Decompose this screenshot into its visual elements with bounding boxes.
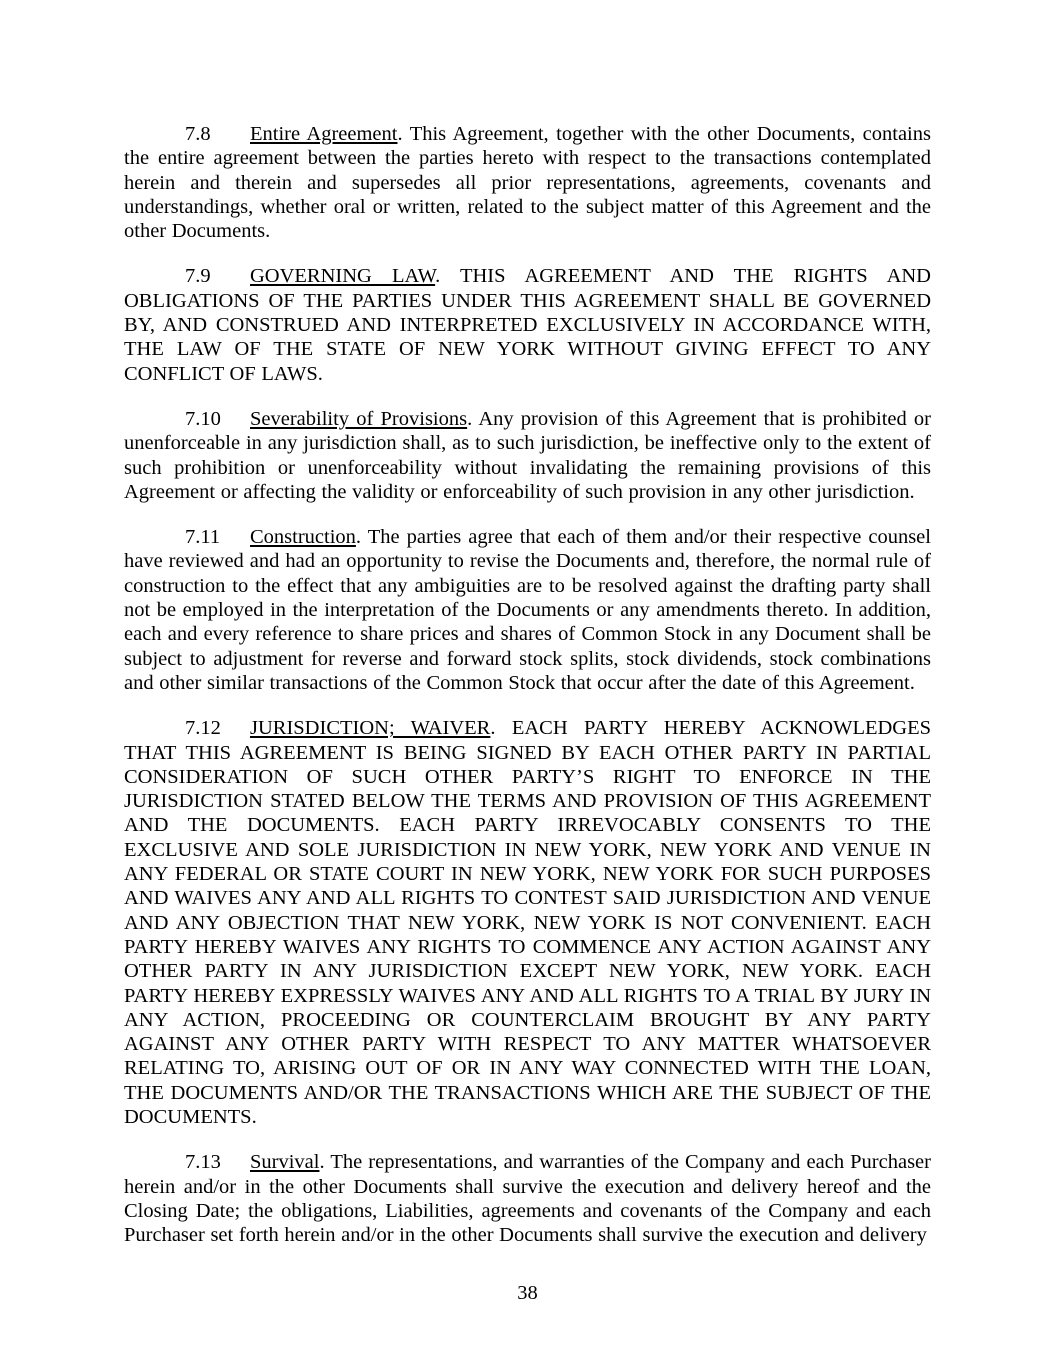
section-heading: Survival (250, 1151, 320, 1174)
section-body: EACH PARTY HEREBY ACKNOWLEDGES THAT THIS AGREEMENT IS BEING SIGNED BY EACH OTHER PARTY IN PARTIAL CONSIDERATION OF SUCH OTHER PARTY’S RIGHT TO ENFORCE IN THE JURISDICTION STATED BELOW THE TERMS AND PROVISION OF THIS AGREEMENT AND THE DOCUMENTS. EACH PARTY IRREVOCABLY CONSENTS TO THE EXCLUSIVE AND SOLE JURISDICTION IN NEW YORK, NEW YORK AND VENUE IN ANY FEDERAL OR STATE COURT IN NEW YORK, NEW YORK FOR SUCH PURPOSES AND WAIVES ANY AND ALL RIGHTS TO CONTEST SAID JURISDICTION AND VENUE AND ANY OBJECTION THAT NEW YORK, NEW YORK IS NOT CONVENIENT. EACH PARTY HEREBY WAIVES ANY RIGHTS TO COMMENCE ANY ACTION AGAINST ANY OTHER PARTY IN ANY JURISDICTION EXCEPT NEW YORK, NEW YORK. EACH PARTY HEREBY EXPRESSLY WAIVES ANY AND ALL RIGHTS TO A TRIAL BY JURY IN ANY ACTION, PROCEEDING OR COUNTERCLAIM BROUGHT BY ANY PARTY AGAINST ANY OTHER PARTY WITH RESPECT TO ANY MATTER WHATSOEVER RELATING TO, ARISING OUT OF OR IN ANY WAY CONNECTED WITH THE LOAN, THE DOCUMENTS AND/OR THE TRANSACTIONS WHICH ARE THE SUBJECT OF THE DOCUMENTS. (124, 717, 932, 1128)
section-heading: Construction (250, 526, 356, 549)
section-body: This Agreement, together with the other Documents, contains the entire agreement between the parties hereto with respect to the transactions contemplated herein and therein and supersedes all prior representations, agreements, covenants and understandings, whether oral or written, related to the subject matter of this Agreement and the other Documents. (124, 123, 931, 243)
heading-period: . (435, 265, 441, 288)
section-number: 7.9 (185, 265, 211, 288)
section-number: 7.11 (185, 526, 221, 549)
section-number: 7.13 (185, 1151, 221, 1174)
page-number: 38 (517, 1282, 538, 1304)
heading-period: . (490, 717, 496, 740)
section-7-11 (124, 525, 931, 695)
page-content (124, 122, 931, 1247)
heading-period: . (319, 1151, 325, 1174)
section-number: 7.8 (185, 123, 211, 145)
heading-period: . (467, 407, 473, 430)
section-body: The parties agree that each of them and/or their respective counsel have reviewed and had an opportunity to revise the Documents and, therefore, the normal rule of construction to the effect that any ambiguities are to be resolved against the drafting party shall not be employed in the interpretation of the Documents or any amendments thereto. In addition, each and every reference to share prices and shares of Common Stock in any Document shall be subject to adjustment for reverse and forward stock splits, stock dividends, stock combinations and other similar transactions of the Common Stock that occur after the date of this Agreement. (124, 526, 931, 694)
section-body: THIS AGREEMENT AND THE RIGHTS AND OBLIGATIONS OF THE PARTIES UNDER THIS AGREEMENT SHALL BE GOVERNED BY, AND CONSTRUED AND INTERPRETED EXCLUSIVELY IN ACCORDANCE WITH, THE LAW OF THE STATE OF NEW YORK WITHOUT GIVING EFFECT TO ANY CONFLICT OF LAWS. (124, 265, 931, 385)
section-heading: JURISDICTION; WAIVER (250, 717, 491, 740)
section-7-9 (124, 264, 931, 385)
section-heading: GOVERNING LAW (250, 265, 436, 288)
section-number: 7.10 (185, 407, 221, 430)
heading-period: . (397, 123, 403, 145)
section-7-12 (124, 716, 931, 1129)
section-number: 7.12 (185, 717, 221, 740)
page-footer (0, 1281, 1055, 1305)
section-7-8 (124, 122, 931, 243)
section-heading: Entire Agreement (250, 123, 398, 145)
section-body: The representations, and warranties of the Company and each Purchaser herein and/or in the other Documents shall survive the execution and delivery hereof and the Closing Date; the obligations, Liabilities, agreements and covenants of the Company and each Purchaser set forth herein and/or in the other Documents shall survive the execution and delivery (124, 1151, 931, 1247)
section-7-10 (124, 407, 931, 504)
section-7-13 (124, 1150, 931, 1247)
section-heading: Severability of Provisions (250, 407, 468, 430)
heading-period: . (355, 526, 362, 549)
section-body: Any provision of this Agreement that is prohibited or unenforceable in any jurisdiction shall, as to such jurisdiction, be ineffective only to the extent of such prohibition or unenforceability without invalidating the remaining provisions of this Agreement or affecting the validity or enforceability of such provision in any other jurisdiction. (124, 407, 932, 503)
